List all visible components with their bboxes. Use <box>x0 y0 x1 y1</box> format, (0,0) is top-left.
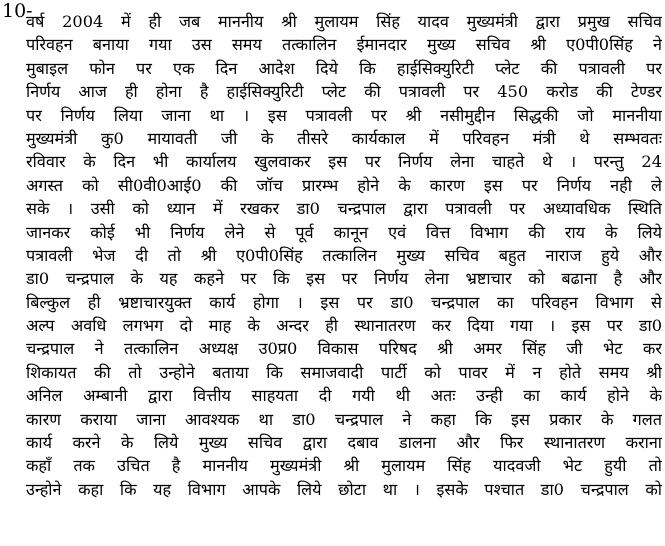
text-line: अनिल अम्बानी द्वारा वित्तीय साहयता दी गयी थी अतः उन्ही का कार्य होने के <box>26 386 662 406</box>
paragraph-number: 10- <box>2 0 33 22</box>
text-line: सके । उसी को ध्यान में रखकर डा0 चन्द्रपाल द्वारा पत्रावली पर अध्यावधिक स्थिति <box>26 199 662 219</box>
text-line: अल्प अवधि लगभग दो माह के अन्दर ही स्थानातरण कर दिया गया । इस पर डा0 <box>26 316 662 336</box>
text-line: अगस्त को सी0वी0आई0 की जॉच प्रारम्भ होने के कारण इस पर निर्णय नही ले <box>26 175 662 195</box>
text-line: शिकायत की तो उन्होने बताया कि समाजवादी पार्टी को पावर में न होते समय श्री <box>26 362 662 382</box>
text-line: पत्रावली भेज दी तो श्री ए0पी0सिंह तत्कालिन मुख्य सचिव बहुत नाराज हुये और <box>26 245 662 265</box>
text-line: परिवहन बनाया गया उस समय तत्कालिन ईमानदार मुख्य सचिव श्री ए0पी0सिंह ने <box>26 35 662 55</box>
text-line: जानकर कोई भी निर्णय लेने से पूर्व कानून एवं वित्त विभाग की राय के लिये <box>26 222 662 242</box>
text-line: उन्होने कहा कि यह विभाग आपके लिये छोटा था । इसके पश्चात डा0 चन्द्रपाल को <box>26 479 662 499</box>
text-line: कार्य करने के लिये मुख्य सचिव द्वारा दबाव डालना और फिर स्थानातरण कराना <box>26 433 662 453</box>
text-line: कारण कराया जाना आवश्यक था डा0 चन्द्रपाल ने कहा कि इस प्रकार के गलत <box>26 409 662 429</box>
text-line: कहाँ तक उचित है माननीय मुख्यमंत्री श्री मुलायम सिंह यादवजी भेट हुयी तो <box>26 456 662 476</box>
text-line: मुख्यमंत्री कु0 मायावती जी के तीसरे कार्यकाल में परिवहन मंत्री थे सम्भवतः <box>26 128 662 148</box>
text-line: बिल्कुल ही भ्रष्टाचारयुक्त कार्य होगा । इस पर डा0 चन्द्रपाल का परिवहन विभाग से <box>26 292 662 312</box>
text-line: पर निर्णय लिया जाना था । इस पत्रावली पर श्री नसीमुद्दीन सिद्धकी जो माननीया <box>26 105 662 125</box>
text-line: वर्ष 2004 में ही जब माननीय श्री मुलायम सिंह यादव मुख्यमंत्री द्वारा प्रमुख सचिव <box>26 12 662 31</box>
text-line: चन्द्रपाल ने तत्कालिन अध्यक्ष उ0प्र0 विकास परिषद श्री अमर सिंह जी भेट कर <box>26 339 662 359</box>
text-line: रविवार के दिन भी कार्यालय खुलवाकर इस पर निर्णय लेना चाहते थे । परन्तु 24 <box>26 152 662 172</box>
text-line: मुबाइल फोन पर एक दिन आदेश दिये कि हाईसिक्युरिटी प्लेट की पत्रावली पर <box>26 58 662 78</box>
text-line: निर्णय आज ही होना है हाईसिक्युरिटी प्लेट की पत्रावली पर 450 करोड की टेण्डर <box>26 82 662 102</box>
text-line: डा0 चन्द्रपाल के यह कहने पर कि इस पर निर्णय लेना भ्रष्टाचार को बढाना है और <box>26 269 662 289</box>
paragraph-body <box>26 10 662 501</box>
